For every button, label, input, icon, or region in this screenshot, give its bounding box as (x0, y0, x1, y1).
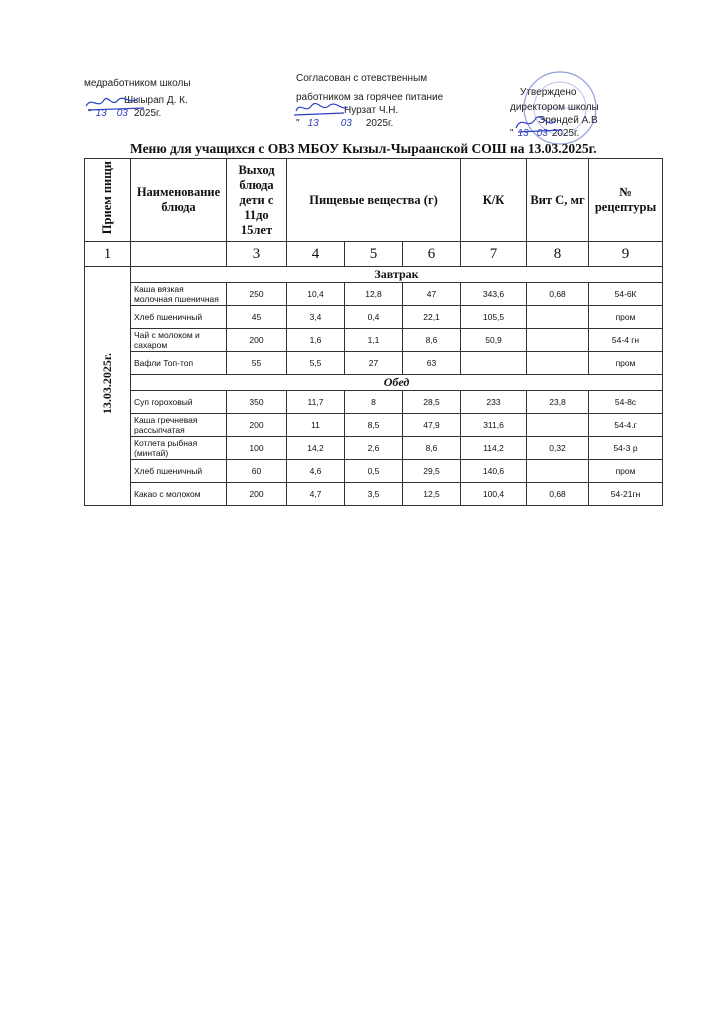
approval-director-line1: Утверждено (520, 87, 577, 98)
cell-fat: 1,1 (345, 329, 403, 352)
cell-carbs: 29,5 (403, 460, 461, 483)
cell-fat: 8 (345, 391, 403, 414)
header-output: Выход блюда дети с 11до 15лет (227, 159, 287, 242)
cell-protein: 14,2 (287, 437, 345, 460)
cell-protein: 10,4 (287, 283, 345, 306)
cell-protein: 11 (287, 414, 345, 437)
approval-catering-line2: работником за горячее питание (296, 92, 444, 103)
cell-carbs: 8,6 (403, 437, 461, 460)
page-title: Меню для учащихся с ОВЗ МБОУ Кызыл-Чыраанской СОШ на 13.03.2025г. (130, 141, 597, 156)
dish-name: Котлета рыбная (минтай) (131, 437, 227, 460)
cell-carbs: 47 (403, 283, 461, 306)
cell-carbs: 12,5 (403, 483, 461, 506)
cell-recipe: 54-3 р (589, 437, 663, 460)
colnum-7: 7 (461, 242, 527, 267)
colnum-3: 3 (227, 242, 287, 267)
header-vitc: Вит С, мг (527, 159, 589, 242)
cell-fat: 2,6 (345, 437, 403, 460)
cell-protein: 1,6 (287, 329, 345, 352)
cell-recipe: 54-4.г (589, 414, 663, 437)
cell-vitc (527, 329, 589, 352)
cell-protein: 11,7 (287, 391, 345, 414)
approval-catering-month: 03 (340, 118, 352, 129)
approval-catering-line1: Согласован с отевственным (296, 73, 428, 84)
header-meal: Прием пищи (85, 159, 131, 242)
section-title-lunch: Обед (131, 375, 663, 391)
table-row (85, 283, 663, 306)
cell-vitc (527, 414, 589, 437)
cell-fat: 0,4 (345, 306, 403, 329)
cell-output: 200 (227, 483, 287, 506)
cell-fat: 27 (345, 352, 403, 375)
header-dish: Наименование блюда (131, 159, 227, 242)
table-row (85, 306, 663, 329)
cell-output: 250 (227, 283, 287, 306)
approval-director-year: 2025г. (551, 128, 580, 139)
approval-director-line2: директором школы (510, 102, 599, 113)
cell-protein: 4,7 (287, 483, 345, 506)
section-title-breakfast: Завтрак (131, 267, 663, 283)
signature-catering (292, 99, 352, 119)
approval-medic-day: 13 (95, 108, 107, 119)
colnum-2 (131, 242, 227, 267)
cell-protein: 4,6 (287, 460, 345, 483)
colnum-5: 5 (345, 242, 403, 267)
approval-catering-name: Нурзат Ч.Н. (344, 105, 399, 116)
cell-protein: 5,5 (287, 352, 345, 375)
table-row (85, 483, 663, 506)
cell-kcal: 343,6 (461, 283, 527, 306)
approval-medic-year: 2025г. (133, 108, 162, 119)
cell-output: 60 (227, 460, 287, 483)
colnum-9: 9 (589, 242, 663, 267)
cell-output: 55 (227, 352, 287, 375)
dish-name: Какао с молоком (131, 483, 227, 506)
header-recipe: № рецептуры (589, 159, 663, 242)
colnum-1: 1 (85, 242, 131, 267)
date-cell: 13.03.2025г. (85, 267, 131, 506)
dish-name: Каша гречневая рассыпчатая (131, 414, 227, 437)
dish-name: Суп гороховый (131, 391, 227, 414)
table-row (85, 460, 663, 483)
cell-kcal: 233 (461, 391, 527, 414)
cell-output: 350 (227, 391, 287, 414)
cell-recipe: 54-4 гн (589, 329, 663, 352)
cell-fat: 0,5 (345, 460, 403, 483)
cell-output: 200 (227, 414, 287, 437)
approval-director-day: 13 (517, 128, 529, 139)
cell-kcal: 50,9 (461, 329, 527, 352)
cell-carbs: 8,6 (403, 329, 461, 352)
colnum-4: 4 (287, 242, 345, 267)
signature-director (512, 112, 568, 136)
approval-catering-day: 13 (307, 118, 319, 129)
cell-output: 100 (227, 437, 287, 460)
cell-vitc (527, 352, 589, 375)
cell-vitc (527, 460, 589, 483)
approval-director: Утверждено директором школы Эрендей А.В " 13 03 2025г. (510, 86, 650, 140)
table-row (85, 437, 663, 460)
cell-carbs: 22,1 (403, 306, 461, 329)
cell-output: 200 (227, 329, 287, 352)
table-row (85, 352, 663, 375)
approval-catering-year: 2025г. (365, 118, 394, 129)
section-row-breakfast (85, 267, 663, 283)
dish-name: Хлеб пшеничный (131, 460, 227, 483)
cell-fat: 12,8 (345, 283, 403, 306)
header-kcal: К/К (461, 159, 527, 242)
cell-recipe: 54-21гн (589, 483, 663, 506)
signature-medic (82, 92, 152, 114)
approval-director-name: Эрендей А.В (538, 115, 598, 126)
cell-vitc: 0,32 (527, 437, 589, 460)
cell-kcal: 140,6 (461, 460, 527, 483)
dish-name: Вафли Топ-топ (131, 352, 227, 375)
cell-recipe: пром (589, 306, 663, 329)
dish-name: Хлеб пшеничный (131, 306, 227, 329)
section-row-lunch (85, 375, 663, 391)
table-row (85, 414, 663, 437)
table-row (85, 391, 663, 414)
cell-vitc: 0,68 (527, 283, 589, 306)
approval-director-month: 03 (536, 128, 548, 139)
cell-vitc: 0,68 (527, 483, 589, 506)
approval-medic-month: 03 (116, 108, 128, 119)
school-stamp (517, 68, 600, 148)
cell-kcal (461, 352, 527, 375)
approval-catering: Согласован с отевственным работником за горячее питание Нурзат Ч.Н. " 13 03 2025г. (296, 72, 496, 130)
cell-kcal: 105,5 (461, 306, 527, 329)
dish-name: Чай с молоком и сахаром (131, 329, 227, 352)
cell-recipe: пром (589, 460, 663, 483)
cell-output: 45 (227, 306, 287, 329)
cell-kcal: 114,2 (461, 437, 527, 460)
cell-carbs: 47,9 (403, 414, 461, 437)
cell-kcal: 100,4 (461, 483, 527, 506)
approval-medic: медработником школы Шыырап Д. К. " 13 03 2025г. (84, 77, 284, 120)
approval-medic-line1: медработником школы (84, 78, 191, 89)
menu-table (84, 158, 663, 506)
cell-recipe: 54-6К (589, 283, 663, 306)
table-row (85, 329, 663, 352)
cell-carbs: 63 (403, 352, 461, 375)
header-row (85, 159, 663, 242)
header-nutrients: Пищевые вещества (г) (287, 159, 461, 242)
approval-medic-name: Шыырап Д. К. (124, 95, 188, 106)
cell-protein: 3,4 (287, 306, 345, 329)
cell-recipe: пром (589, 352, 663, 375)
dish-name: Каша вязкая молочная пшеничная (131, 283, 227, 306)
colnum-8: 8 (527, 242, 589, 267)
cell-fat: 3,5 (345, 483, 403, 506)
cell-recipe: 54-8с (589, 391, 663, 414)
cell-kcal: 311,6 (461, 414, 527, 437)
cell-vitc: 23,8 (527, 391, 589, 414)
cell-fat: 8,5 (345, 414, 403, 437)
colnum-6: 6 (403, 242, 461, 267)
cell-vitc (527, 306, 589, 329)
column-number-row (85, 242, 663, 267)
cell-carbs: 28,5 (403, 391, 461, 414)
